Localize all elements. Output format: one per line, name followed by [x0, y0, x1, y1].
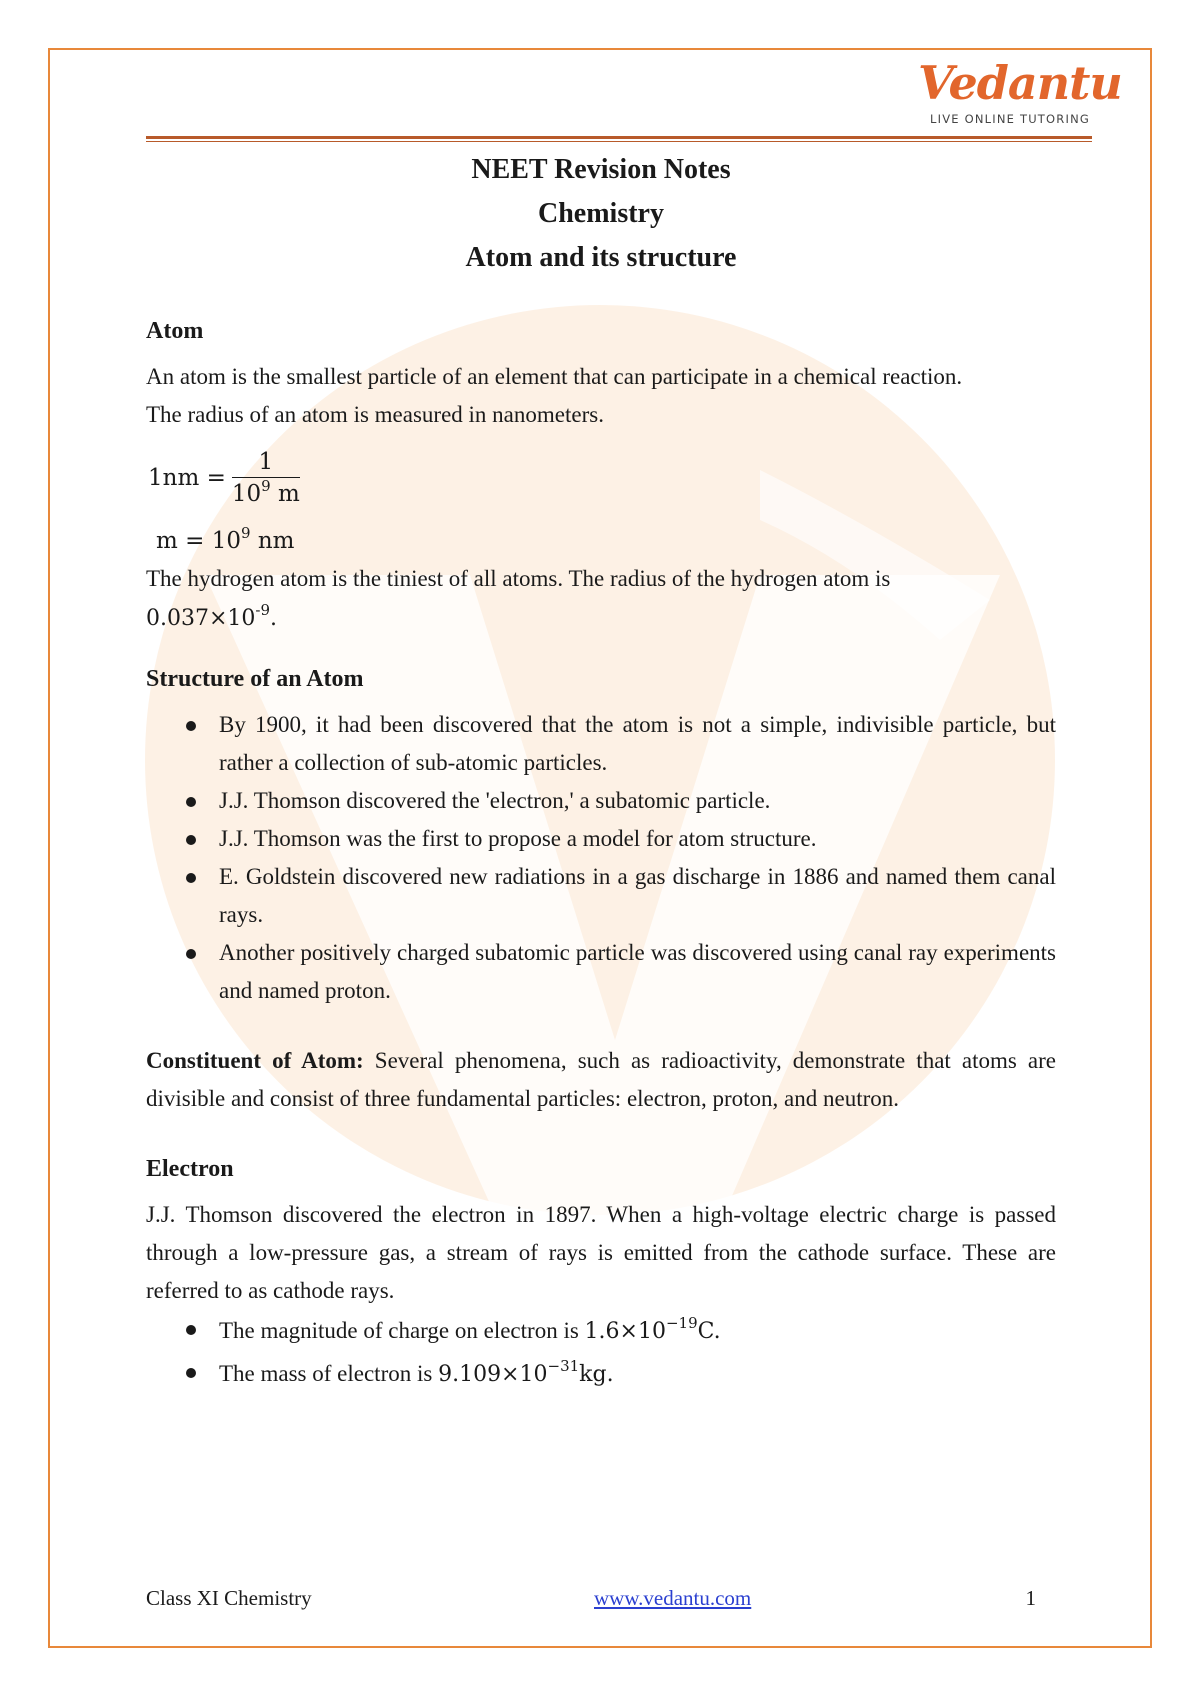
page-footer — [146, 1586, 1036, 1616]
footer-class-label: Class XI Chemistry — [146, 1586, 312, 1610]
heading-atom: Atom — [146, 318, 204, 344]
atom-definition: An atom is the smallest particle of an element that can participate in a chemical reaction. — [146, 364, 963, 389]
constituent-text: Several phenomena, such as radioactivity, demonstrate that atoms are divisible and consist of three fundamental particles: electron, proton, and neutron. — [146, 1048, 1056, 1111]
constituent-label: Constituent of Atom: — [146, 1048, 364, 1073]
title-line-3: Atom and its structure — [465, 242, 737, 273]
header-rule — [146, 136, 1092, 142]
document-body — [146, 148, 1056, 1396]
formula-m: $m = 10^9$ nm — [156, 524, 295, 554]
document-title — [146, 148, 1056, 280]
list-item: J.J. Thomson discovered the 'electron,' a subatomic particle. — [146, 782, 1056, 820]
list-item: The magnitude of charge on electron is $1.6\times 10^{-19}C$. — [146, 1310, 1056, 1353]
heading-structure: Structure of an Atom — [146, 666, 364, 692]
vedantu-logo — [918, 56, 1122, 128]
heading-electron: Electron — [146, 1156, 234, 1182]
list-item: Another positively charged subatomic particle was discovered using canal ray experiments and named proton. — [146, 934, 1056, 1010]
formula-nm — [148, 434, 1056, 522]
list-item: The mass of electron is $9.109\times 10^{-31}kg$. — [146, 1353, 1056, 1396]
fraction-denominator: $10^9$ m — [231, 476, 300, 507]
list-item: E. Goldstein discovered new radiations in a gas discharge in 1886 and named them canal rays. — [146, 858, 1056, 934]
fraction-numerator: 1 — [258, 448, 274, 475]
hydrogen-radius-text: The hydrogen atom is the tiniest of all atoms. The radius of the hydrogen atom is — [146, 566, 891, 591]
logo-tagline: LIVE ONLINE TUTORING — [930, 112, 1090, 126]
title-line-2: Chemistry — [538, 198, 664, 229]
list-item: By 1900, it had been discovered that the atom is not a simple, indivisible particle, but rather a collection of sub-atomic particles. — [146, 706, 1056, 782]
structure-bullet-list — [146, 706, 1056, 1010]
title-line-1: NEET Revision Notes — [471, 154, 731, 185]
electron-bullet-list — [146, 1310, 1056, 1396]
electron-paragraph: J.J. Thomson discovered the electron in 1897. When a high-voltage electric charge is passed through a low-pressure gas, a stream of rays is emitted from the cathode surface. These are referred to as cathode rays. — [146, 1202, 1056, 1303]
footer-website-link[interactable]: www.vedantu.com — [594, 1586, 752, 1610]
formula-nm-lhs: 1nm = — [148, 465, 226, 491]
atom-radius-text: The radius of an atom is measured in nanometers. — [146, 402, 604, 427]
list-item: J.J. Thomson was the first to propose a model for atom structure. — [146, 820, 1056, 858]
formula-nm-fraction — [232, 447, 300, 510]
logo-wordmark: Vedantu — [918, 56, 1122, 110]
hydrogen-radius-value: $0.037\times 10^{-9}$. — [146, 601, 278, 631]
page-number: 1 — [1025, 1586, 1036, 1610]
constituent-paragraph — [146, 1042, 1056, 1118]
